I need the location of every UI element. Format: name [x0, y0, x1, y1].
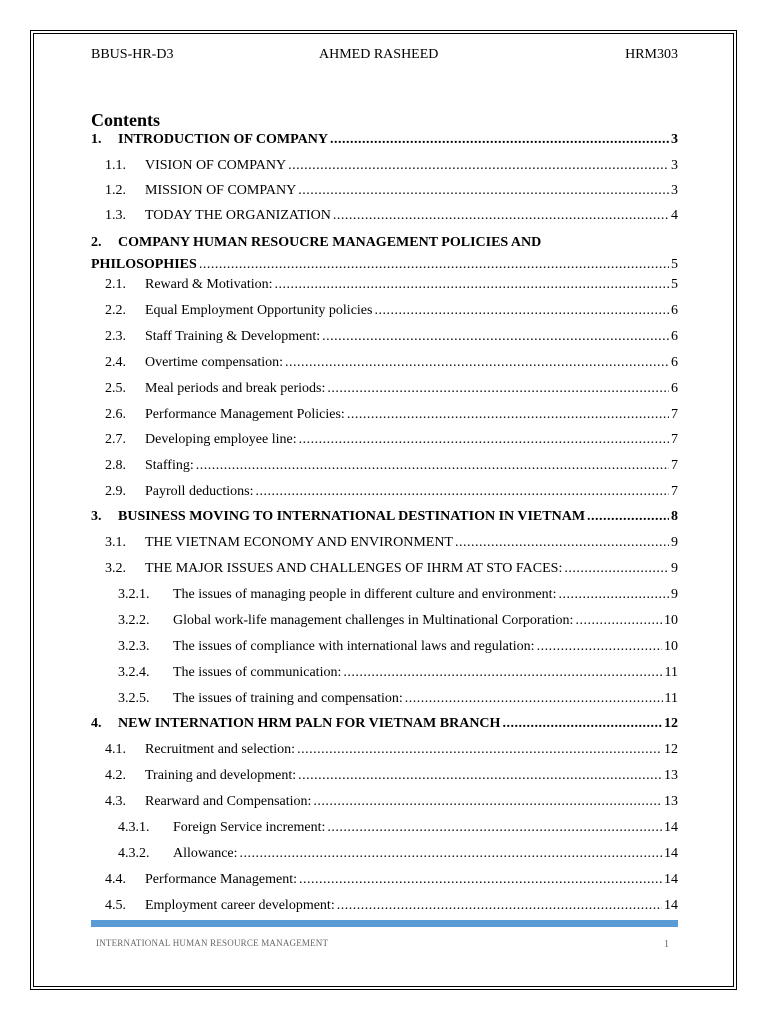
toc-entry[interactable] — [91, 740, 678, 760]
toc-entry-number: 1.3. — [105, 208, 126, 223]
toc-entry-number: 4.1. — [105, 742, 126, 757]
toc-entry-number: 1. — [91, 132, 102, 147]
toc-dot-leader — [502, 714, 662, 734]
toc-dot-leader — [537, 637, 662, 657]
toc-entry[interactable] — [91, 156, 678, 176]
toc-entry-page: 3 — [671, 183, 678, 198]
toc-entry[interactable] — [91, 206, 678, 226]
toc-entry[interactable] — [91, 301, 678, 321]
toc-dot-leader — [333, 206, 669, 226]
toc-entry-page: 7 — [671, 484, 678, 499]
toc-entry-number: 3.2.2. — [118, 613, 150, 628]
toc-entry[interactable] — [91, 818, 678, 838]
toc-entry-page: 9 — [671, 535, 678, 550]
toc-dot-leader — [288, 156, 669, 176]
toc-dot-leader — [199, 254, 669, 276]
toc-entry-title: Rearward and Compensation: — [145, 794, 312, 809]
toc-entry-title: Performance Management: — [145, 872, 297, 887]
contents-heading: Contents — [91, 110, 161, 130]
toc-entry[interactable] — [91, 896, 678, 916]
toc-entry[interactable] — [91, 637, 678, 657]
toc-dot-leader — [299, 430, 669, 450]
toc-dot-leader — [322, 327, 669, 347]
toc-entry[interactable] — [91, 430, 678, 450]
toc-entry-title: Performance Management Policies: — [145, 407, 345, 422]
toc-entry-number: 3.2.4. — [118, 665, 150, 680]
toc-entry-page: 12 — [664, 716, 678, 731]
toc-entry-page: 3 — [671, 158, 678, 173]
toc-entry-title: BUSINESS MOVING TO INTERNATIONAL DESTINATION IN VIETNAM — [118, 509, 586, 524]
toc-dot-leader — [240, 844, 662, 864]
toc-entry[interactable] — [91, 844, 678, 864]
toc-entry-number: 2.6. — [105, 407, 126, 422]
toc-entry[interactable] — [91, 507, 678, 527]
footer-accent-bar — [91, 920, 678, 927]
toc-entry-page: 6 — [671, 303, 678, 318]
toc-entry-title: Allowance: — [173, 846, 238, 861]
toc-entry-number: 4. — [91, 716, 102, 731]
toc-dot-leader — [298, 766, 662, 786]
toc-entry-page: 10 — [664, 613, 678, 628]
toc-entry-title: MISSION OF COMPANY — [145, 183, 297, 198]
toc-entry-number: 3.2.3. — [118, 639, 150, 654]
toc-entry[interactable] — [91, 379, 678, 399]
toc-entry[interactable] — [91, 611, 678, 631]
toc-entry[interactable] — [91, 456, 678, 476]
toc-entry[interactable] — [91, 714, 678, 734]
toc-entry-number: 2.7. — [105, 432, 126, 447]
toc-dot-leader — [256, 482, 670, 502]
toc-entry-title: Foreign Service increment: — [173, 820, 326, 835]
toc-entry-number: 1.1. — [105, 158, 126, 173]
toc-entry-number: 2.8. — [105, 458, 126, 473]
toc-entry-page: 14 — [664, 846, 678, 861]
header-course-code: BBUS-HR-D3 — [91, 47, 174, 62]
toc-dot-leader — [405, 689, 663, 709]
toc-entry-number: 2. — [91, 235, 102, 250]
toc-entry[interactable] — [91, 405, 678, 425]
toc-entry-title: Staff Training & Development: — [145, 329, 321, 344]
toc-entry-title: VISION OF COMPANY — [145, 158, 287, 173]
toc-entry-page: 7 — [671, 432, 678, 447]
toc-entry[interactable] — [91, 327, 678, 347]
toc-entry-page: 13 — [664, 768, 678, 783]
toc-entry-number: 4.3.1. — [118, 820, 150, 835]
toc-entry-title: Staffing: — [145, 458, 194, 473]
toc-entry-title: Overtime compensation: — [145, 355, 284, 370]
toc-entry-title: The issues of compliance with international laws and regulation: — [173, 639, 535, 654]
toc-entry-number: 4.5. — [105, 898, 126, 913]
toc-entry-title: Global work-life management challenges in Multinational Corporation: — [173, 613, 574, 628]
toc-dot-leader — [558, 585, 669, 605]
toc-entry-page: 5 — [671, 277, 678, 292]
toc-entry-number: 2.5. — [105, 381, 126, 396]
toc-entry-title: NEW INTERNATION HRM PALN FOR VIETNAM BRANCH — [118, 716, 501, 731]
toc-entry-number: 3. — [91, 509, 102, 524]
toc-entry-page: 10 — [664, 639, 678, 654]
toc-entry-page: 14 — [664, 872, 678, 887]
toc-entry-title: Training and development: — [145, 768, 297, 783]
toc-dot-leader — [564, 559, 669, 579]
toc-dot-leader — [347, 405, 669, 425]
toc-dot-leader — [330, 130, 669, 150]
toc-dot-leader — [196, 456, 669, 476]
toc-dot-leader — [343, 663, 662, 683]
toc-entry-title: Developing employee line: — [145, 432, 297, 447]
header-author: AHMED RASHEED — [319, 47, 439, 62]
toc-entry[interactable] — [91, 585, 678, 605]
toc-entry[interactable] — [91, 275, 678, 295]
toc-entry-title: Payroll deductions: — [145, 484, 254, 499]
toc-entry[interactable] — [91, 232, 678, 276]
toc-entry[interactable] — [91, 353, 678, 373]
toc-dot-leader — [285, 353, 669, 373]
toc-entry-page: 14 — [664, 820, 678, 835]
toc-entry-number: 3.1. — [105, 535, 126, 550]
toc-entry[interactable] — [91, 559, 678, 579]
toc-entry-page: 6 — [671, 329, 678, 344]
toc-dot-leader — [374, 301, 669, 321]
toc-entry-number: 2.3. — [105, 329, 126, 344]
toc-entry-number: 2.2. — [105, 303, 126, 318]
toc-entry[interactable] — [91, 533, 678, 553]
toc-entry-number: 4.3. — [105, 794, 126, 809]
footer-title: INTERNATIONAL HUMAN RESOURCE MANAGEMENT — [96, 938, 329, 948]
toc-dot-leader — [299, 870, 662, 890]
toc-entry-title: Meal periods and break periods: — [145, 381, 326, 396]
toc-entry[interactable] — [91, 689, 678, 709]
toc-entry-page: 9 — [671, 561, 678, 576]
toc-entry-page: 11 — [664, 665, 678, 680]
toc-entry-page: 6 — [671, 381, 678, 396]
footer-page-number: 1 — [664, 939, 669, 950]
toc-entry-page: 7 — [671, 407, 678, 422]
toc-entry-number: 4.3.2. — [118, 846, 150, 861]
toc-entry-number: 3.2.5. — [118, 691, 150, 706]
page-header — [91, 47, 678, 65]
toc-entry-page: 6 — [671, 355, 678, 370]
toc-entry[interactable] — [91, 482, 678, 502]
toc-entry[interactable] — [91, 181, 678, 201]
toc-entry-page: 4 — [671, 208, 678, 223]
toc-entry-number: 1.2. — [105, 183, 126, 198]
toc-entry-page: 3 — [671, 132, 678, 147]
toc-entry[interactable] — [91, 663, 678, 683]
toc-dot-leader — [587, 507, 669, 527]
toc-entry-number: 4.4. — [105, 872, 126, 887]
toc-dot-leader — [327, 818, 662, 838]
toc-entry-page: 11 — [664, 691, 678, 706]
header-module-code: HRM303 — [625, 47, 678, 62]
toc-entry-page: 7 — [671, 458, 678, 473]
toc-dot-leader — [455, 533, 669, 553]
toc-entry[interactable] — [91, 766, 678, 786]
toc-entry-title: TODAY THE ORGANIZATION — [145, 208, 331, 223]
toc-entry-title: The issues of communication: — [173, 665, 342, 680]
toc-entry[interactable] — [91, 870, 678, 890]
toc-entry-number: 2.4. — [105, 355, 126, 370]
toc-entry-number: 3.2.1. — [118, 587, 150, 602]
toc-dot-leader — [298, 181, 669, 201]
toc-entry-page: 5 — [671, 257, 678, 272]
toc-entry-page: 13 — [664, 794, 678, 809]
toc-entry-title-continued: PHILOSOPHIES — [91, 257, 197, 272]
toc-dot-leader — [297, 740, 662, 760]
toc-entry-title: COMPANY HUMAN RESOUCRE MANAGEMENT POLICIES AND — [118, 235, 542, 250]
toc-dot-leader — [575, 611, 662, 631]
toc-entry-title: The issues of training and compensation: — [173, 691, 403, 706]
toc-entry-title: Employment career development: — [145, 898, 335, 913]
toc-dot-leader — [275, 275, 669, 295]
toc-entry-number: 2.9. — [105, 484, 126, 499]
toc-entry-title: The issues of managing people in different culture and environment: — [173, 587, 557, 602]
toc-entry[interactable] — [91, 792, 678, 812]
toc-entry-title: Recruitment and selection: — [145, 742, 296, 757]
toc-entry-page: 8 — [671, 509, 678, 524]
toc-entry-number: 2.1. — [105, 277, 126, 292]
toc-entry-title: THE VIETNAM ECONOMY AND ENVIRONMENT — [145, 535, 453, 550]
toc-dot-leader — [313, 792, 662, 812]
toc-dot-leader — [337, 896, 662, 916]
toc-entry[interactable] — [91, 130, 678, 150]
toc-entry-number: 4.2. — [105, 768, 126, 783]
toc-entry-page: 14 — [664, 898, 678, 913]
toc-entry-title: INTRODUCTION OF COMPANY — [118, 132, 328, 147]
toc-entry-page: 9 — [671, 587, 678, 602]
toc-entry-title: Reward & Motivation: — [145, 277, 273, 292]
toc-entry-number: 3.2. — [105, 561, 126, 576]
toc-dot-leader — [327, 379, 669, 399]
toc-entry-title: THE MAJOR ISSUES AND CHALLENGES OF IHRM AT STO FACES: — [145, 561, 563, 576]
toc-entry-page: 12 — [664, 742, 678, 757]
toc-entry-title: Equal Employment Opportunity policies — [145, 303, 373, 318]
